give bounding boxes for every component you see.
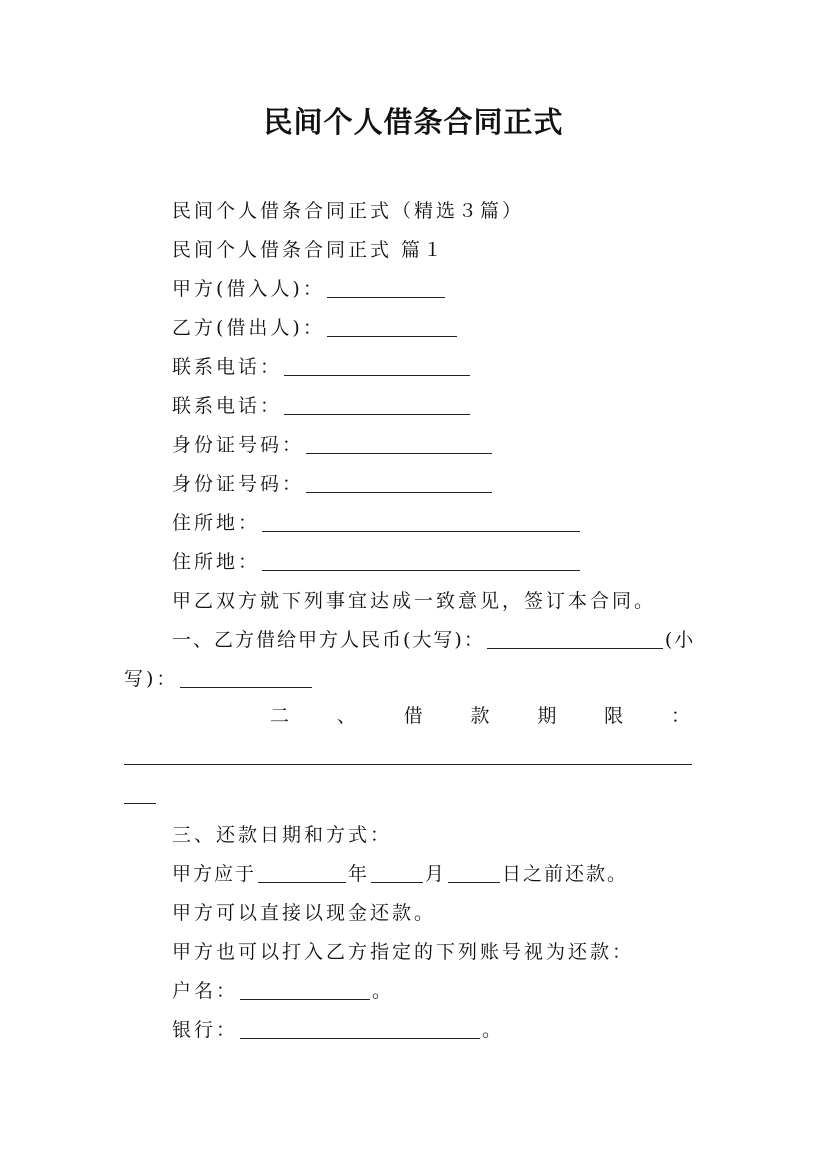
month-label: 月 bbox=[425, 863, 447, 885]
party-b-line bbox=[172, 315, 459, 341]
id-blank-2 bbox=[306, 474, 492, 493]
repay-month-blank bbox=[371, 864, 423, 883]
clause-1-line bbox=[172, 627, 695, 653]
clause-3-heading: 三、还款日期和方式： bbox=[172, 824, 393, 846]
party-b-label: 乙方(借出人)： bbox=[172, 317, 325, 339]
clause-2-char: 期 bbox=[537, 705, 557, 727]
party-a-blank bbox=[327, 279, 445, 298]
party-a-label: 甲方(借入人)： bbox=[172, 278, 325, 300]
subtitle: 民间个人借条合同正式（精选３篇） bbox=[172, 200, 525, 222]
section-heading: 民间个人借条合同正式 篇１ bbox=[172, 239, 446, 261]
address-line-2 bbox=[172, 549, 582, 575]
address-label-1: 住所地： bbox=[172, 512, 261, 534]
id-label-1: 身份证号码： bbox=[172, 434, 305, 456]
day-label: 日之前还款。 bbox=[502, 863, 629, 885]
account-repay-text: 甲方也可以打入乙方指定的下列账号视为还款： bbox=[172, 941, 635, 963]
clause-2-char: 款 bbox=[470, 705, 490, 727]
repay-year-blank bbox=[258, 864, 346, 883]
repay-date-label: 甲方应于 bbox=[172, 863, 257, 885]
account-name-label: 户名： bbox=[172, 980, 239, 1002]
clause-1-text: 一、乙方借给甲方人民币(大写)： bbox=[172, 629, 485, 651]
document-title: 民间个人借条合同正式 bbox=[263, 105, 564, 139]
address-line-1 bbox=[172, 510, 582, 536]
bank-label: 银行： bbox=[172, 1019, 239, 1041]
id-line-1 bbox=[172, 432, 494, 458]
phone-line-1 bbox=[172, 354, 472, 380]
bank-end: 。 bbox=[482, 1019, 505, 1041]
bank-blank bbox=[240, 1020, 480, 1039]
amount-lower-blank bbox=[180, 669, 312, 688]
bank-line bbox=[172, 1017, 504, 1043]
amount-upper-blank bbox=[487, 630, 663, 649]
address-blank-1 bbox=[262, 513, 580, 532]
phone-blank-1 bbox=[284, 357, 470, 376]
account-name-blank bbox=[240, 981, 370, 1000]
loan-term-blank bbox=[124, 764, 692, 765]
agreement-text: 甲乙双方就下列事宜达成一致意见，签订本合同。 bbox=[172, 590, 657, 612]
clause-1-continue bbox=[124, 666, 314, 692]
clause-2-char: 借 bbox=[403, 705, 423, 727]
clause-2-heading bbox=[270, 703, 690, 729]
id-line-2 bbox=[172, 471, 494, 497]
phone-blank-2 bbox=[284, 396, 470, 415]
clause-2-char: 限 bbox=[604, 705, 624, 727]
repay-date-line bbox=[172, 861, 628, 887]
account-name-line bbox=[172, 978, 394, 1004]
phone-line-2 bbox=[172, 393, 472, 419]
account-name-end: 。 bbox=[372, 980, 395, 1002]
clause-2-char: 、 bbox=[336, 705, 356, 727]
id-blank-1 bbox=[306, 435, 492, 454]
clause-1-small-label: 写)： bbox=[124, 668, 179, 690]
loan-term-blank-continued bbox=[124, 803, 156, 804]
year-label: 年 bbox=[348, 863, 370, 885]
party-a-line bbox=[172, 276, 447, 302]
party-b-blank bbox=[327, 318, 457, 337]
phone-label-2: 联系电话： bbox=[172, 395, 283, 417]
clause-1-small: (小 bbox=[664, 629, 696, 651]
repay-day-blank bbox=[448, 864, 500, 883]
address-blank-2 bbox=[262, 552, 580, 571]
id-label-2: 身份证号码： bbox=[172, 473, 305, 495]
cash-repay-text: 甲方可以直接以现金还款。 bbox=[172, 902, 437, 924]
clause-2-char: 二 bbox=[270, 705, 290, 727]
phone-label-1: 联系电话： bbox=[172, 356, 283, 378]
address-label-2: 住所地： bbox=[172, 551, 261, 573]
clause-2-char: ： bbox=[670, 705, 690, 727]
